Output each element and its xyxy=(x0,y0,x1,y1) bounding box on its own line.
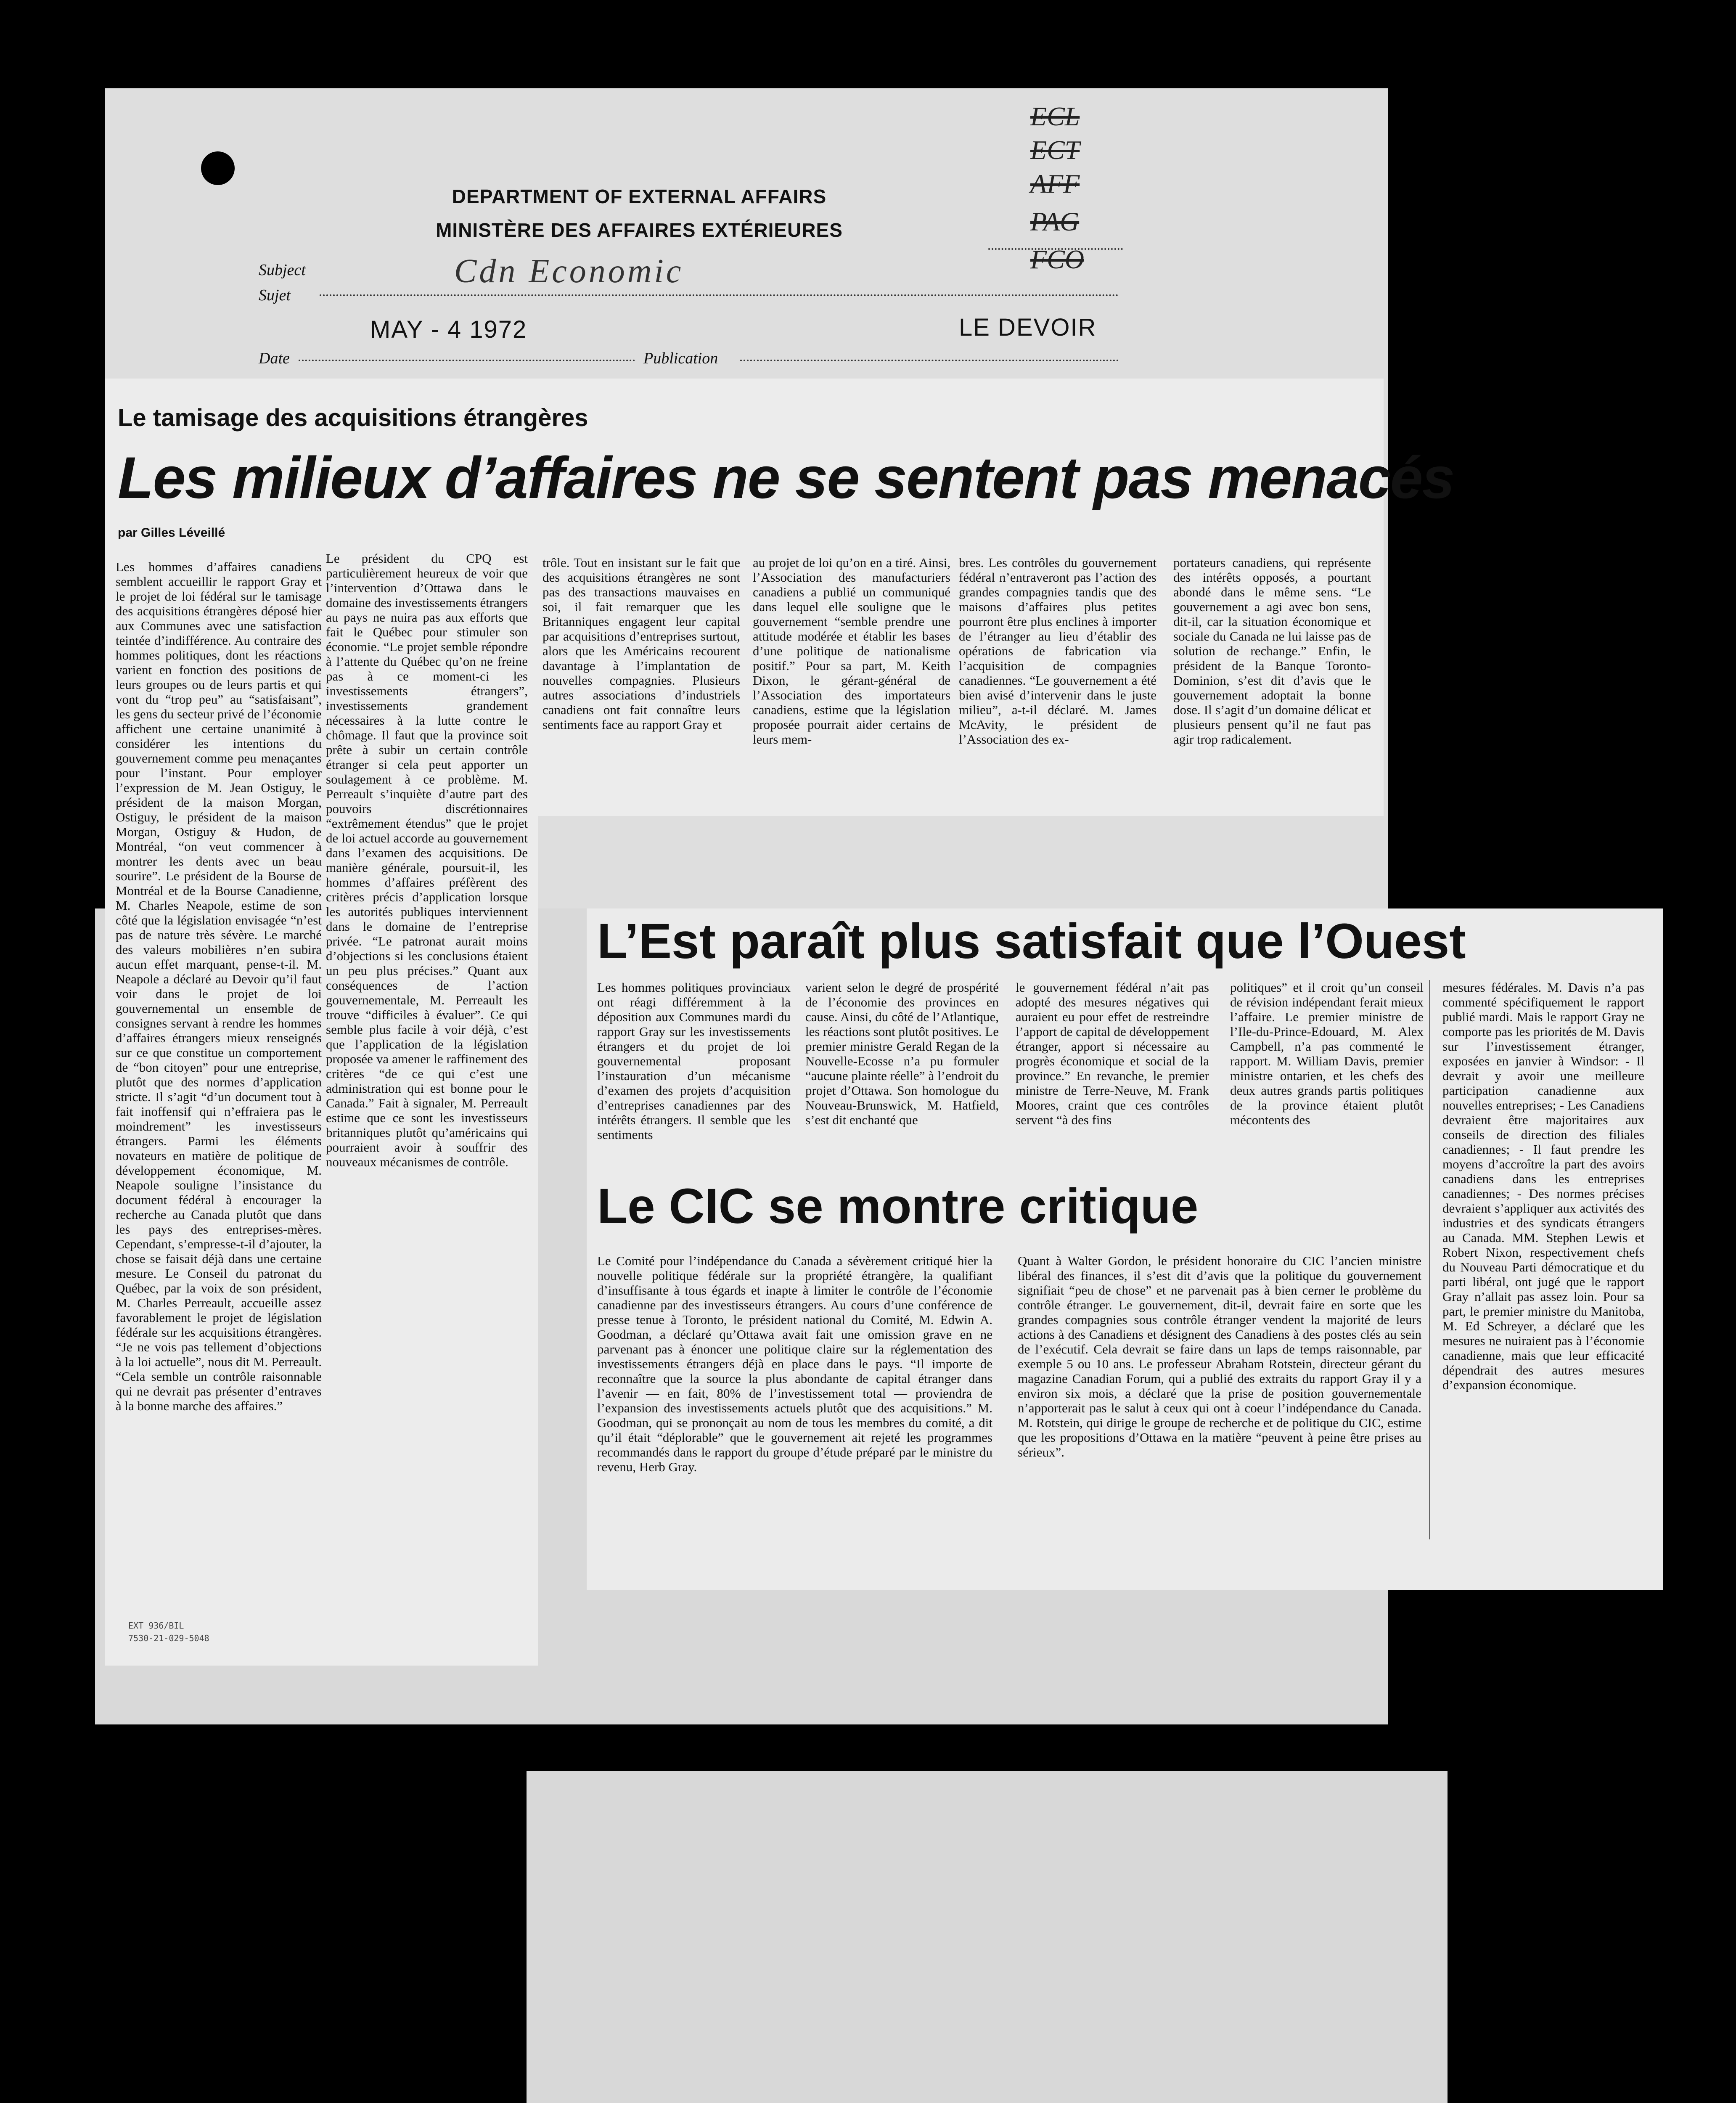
article-1-headline: Les milieux d’affaires ne se sentent pas menacés xyxy=(118,445,1454,511)
subject-handwritten: Cdn Economic xyxy=(454,253,684,290)
publication-stamp: LE DEVOIR xyxy=(959,314,1097,341)
article-1-kicker: Le tamisage des acquisitions étrangères xyxy=(118,404,588,432)
publication-label: Publication xyxy=(643,350,718,367)
punch-hole xyxy=(201,151,235,185)
article-1-column-2: Le président du CPQ est particulièrement heureux de voir que l’intervention d’Ottawa dans le domaine des investissements étrangers au pays ne nuira pas aux efforts que fait le Québec pour stimuler son économie. “Le projet semble répondre à l’attente du Québec qu’on ne freine pas à ce moment-ci les investissements étrangers”, investissements grandement nécessaires à la lutte contre le chômage. Il faut que la province soit prête à subir un certain contrôle étranger si cela peut apporter un soulagement à ce problème. M. Perreault s’inquiète d’autre part des pouvoirs discrétionnaires “extrêmement étendus” que le projet de loi actuel accorde au gouvernement dans l’examen des acquisitions. De manière générale, poursuit-il, les hommes d’affaires préfèrent des critères précis d’application lorsque les autorités publiques interviennent dans le domaine de l’entreprise privée. “Le patronat aurait moins d’objections si les conclusions étaient un peu plus précises.” Quant aux conséquences de l’action gouvernementale, M. Perreault les trouve “difficiles à évaluer”. Ce qui semble plus facile à voir déjà, c’est que l’application de la législation proposée va amener le raffinement des critères “de ce qui c’est une administration qui est bonne pour le Canada.” Fait à signaler, M. Perreault estime que ce sont les investisseurs britanniques plutôt qu’américains qui pourraient avoir à souffrir des nouveaux mécanismes de contrôle. xyxy=(326,551,528,1169)
subject-dotted-line xyxy=(320,294,1119,296)
article-2-column-5: mesures fédérales. M. Davis n’a pas commenté spécifiquement le rapport publié mardi. Mais le rapport Gray ne comporte pas les priorités de M. Davis sur l’investissement étranger, exposées en janvier à Windsor: - Il devrait y avoir une meilleure participation canadienne aux nouvelles entreprises; - Les Canadiens devraient être majoritaires aux conseils de direction des filiales canadiennes; - Il faut prendre les moyens d’accroître la part des avoirs canadiens dans les entreprises canadiennes; - Des normes précises devraient s’appliquer aux activités des industries et des syndicats étrangers au Canada. MM. Stephen Lewis et Robert Nixon, respectivement chefs du Nouveau Parti démocratique et du parti libéral, ont jugé que le rapport Gray n’allait pas assez loin. Pour sa part, le premier ministre du Manitoba, M. Ed Schreyer, a déclaré que les mesures ne nuiraient pas à l’économie canadienne, mais que leur efficacité dépendrait des autres mesures d’expansion économique. xyxy=(1442,980,1644,1392)
article-1-column-1: Les hommes d’affaires canadiens semblent accueillir le rapport Gray et le projet de loi fédéral sur le tamisage des acquisitions étrangères déposé hier aux Communes avec une satisfaction teintée d’indifférence. Au contraire des hommes politiques, dont les réactions varient en fonction des positions de leurs groupes ou de leurs partis et qui vont du “trop peu” au “satisfaisant”, les gens du secteur privé de l’économie affichent une certaine unanimité à considérer les intentions du gouvernement comme peu menaçantes pour l’instant. Pour employer l’expression de M. Jean Ostiguy, le président de la maison Morgan, Ostiguy, le président de la maison Morgan, Ostiguy & Hudon, de Montréal, “on veut commencer à montrer les dents avec un beau sourire”. Le président de la Bourse de Montréal et de la Bourse Canadienne, M. Charles Neapole, estime de son côté que la législation envisagée “n’est pas de nature très sévère. Le marché des valeurs mobilières n’en subira aucun effet marquant, pense-t-il. M. Neapole a déclaré au Devoir qu’il faut voir dans le projet de loi gouvernemental un ensemble de consignes servant à rendre les hommes d’affaires étrangers mieux renseignés sur ce que constitue un comportement de “bon citoyen” pour une entreprise, plutôt que des normes d’application stricte. Il s’agit “d’un document tout à fait inoffensif qui n’effraiera pas le moindrement” les investisseurs étrangers. Parmi les éléments novateurs en matière de politique de développement économique, M. Neapole souligne l’insistance du document fédéral à encourager la recherche au Canada plutôt que dans les pays des entreprises-mères. Cependant, s’empresse-t-il d’ajouter, la chose se faisait déjà dans une certaine mesure. Le Conseil du patronat du Québec, par la voix de son président, M. Charles Perreault, accueille assez favorablement le projet de législation fédérale sur les acquisitions étrangères. “Je ne vois pas tellement d’objections à la loi actuelle”, nous dit M. Perreault. “Cela semble un contrôle raisonnable qui ne devrait pas présenter d’entraves à la bonne marche des affaires.” xyxy=(116,559,322,1413)
article-2-column-1: Les hommes politiques provinciaux ont réagi différemment à la déposition aux Communes mardi du rapport Gray sur les investissements étrangers et du projet de loi gouvernemental proposant l’instauration d’un mécanisme d’examen des projets d’acquisition d’entreprises canadiennes par des intérêts étrangers. Il semble que les sentiments xyxy=(597,980,791,1142)
subject-label-en: Subject xyxy=(259,261,306,279)
routing-mark-3: AFF xyxy=(1030,169,1080,199)
article-2-column-3: le gouvernement fédéral n’ait pas adopté des mesures négatives qui auraient eu pour effet de restreindre l’apport de capital de développement étranger, apport si nécessaire au progrès économique et social de la province.” En revanche, le premier ministre de Terre-Neuve, M. Frank Moores, craint que ces contrôles servent “à des fins xyxy=(1016,980,1209,1127)
form-code-2: 7530-21-029-5048 xyxy=(128,1633,209,1643)
article-1-byline: par Gilles Léveillé xyxy=(118,526,225,540)
routing-mark-2: ECT xyxy=(1030,135,1080,165)
form-code-1: EXT 936/BIL xyxy=(128,1621,184,1631)
article-3-column-2: Quant à Walter Gordon, le président honoraire du CIC l’ancien ministre libéral des finances, il s’est dit d’avis que la politique du gouvernement signifiait “peu de chose” et ne parvenait pas à bien cerner le problème du contrôle étranger. Le gouvernement, dit-il, devrait faire en sorte que les grandes compagnies sous contrôle étranger vendent la majorité de leurs actions à des Canadiens et désignent des Canadiens à des postes clés au sein de l’exécutif. Cela devrait se faire dans un laps de temps raisonnable, par exemple 5 ou 10 ans. Le professeur Abraham Rotstein, directeur gérant du magazine Canadian Forum, qui a publié des extraits du rapport Gray il y a environ six mois, a déclaré que la prise de position gouvernementale n’apporterait pas le salut à ceux qui ont à coeur l’indépendance du Canada. M. Rotstein, qui dirige le groupe de recherche et de politique du CIC, estime que les propositions d’Ottawa en la matière “peuvent à peine être prises au sérieux”. xyxy=(1018,1253,1421,1459)
routing-mark-5: FCO xyxy=(1030,244,1084,274)
article-2-headline: L’Est paraît plus satisfait que l’Ouest xyxy=(597,914,1466,969)
attached-slip xyxy=(527,1771,1448,2103)
column-rule xyxy=(1429,980,1430,1539)
article-3-column-1: Le Comité pour l’indépendance du Canada a sévèrement critiqué hier la nouvelle politique fédérale sur la propriété étrangère, la qualifiant d’insuffisante à tous égards et inapte à limiter le contrôle de l’économie canadienne par des investisseurs étrangers. Au cours d’une conférence de presse tenue à Toronto, le président national du Comité, M. Edwin A. Goodman, a déclaré qu’Ottawa avait fait une omission grave en ne parvenant pas à énoncer une politique claire sur la réglementation des investissements étrangers déjà en place dans le pays. “Il importe de reconnaître que la source la plus abondante de capital étranger dans l’avenir — en fait, 80% de l’investissement total — proviendra de l’expansion des investissements actuels plutôt que des acquisitions.” M. Goodman, qui se prononçait au nom de tous les membres du comité, a dit qu’il était “déplorable” que le gouvernement ait rejeté les programmes recommandés dans le rapport du groupe d’étude préparé par le ministre du revenu, Herb Gray. xyxy=(597,1253,992,1474)
article-2-column-2: varient selon le degré de prospérité de l’économie des provinces en cause. Ainsi, du côté de l’Atlantique, les réactions sont plutôt positives. Le premier ministre Gerald Regan de la Nouvelle-Ecosse n’a pu formuler “aucune plainte réelle” à l’endroit du projet d’Ottawa. Son homologue du Nouveau-Brunswick, M. Hatfield, s’est dit enchanté que xyxy=(805,980,999,1127)
date-dotted-line xyxy=(299,360,635,361)
date-label: Date xyxy=(259,350,290,367)
routing-mark-4: PAG xyxy=(1030,207,1080,236)
article-1-column-5: bres. Les contrôles du gouvernement fédéral n’entraveront pas l’action des grandes compagnies tandis que des maisons d’affaires plus petites pourront être plus enclines à importer de l’étranger au lieu d’établir des opérations de fabrication via l’acquisition de compagnies canadiennes. “Le gouvernement a été bien avisé d’intervenir dans le juste milieu”, a-t-il déclaré. M. James McAvity, le président de l’Association des ex- xyxy=(959,555,1156,747)
article-2-column-4: politiques” et il croit qu’un conseil de révision indépendant ferait mieux l’affaire. Le premier ministre de l’Ile-du-Prince-Edouard, M. Alex Campbell, n’a pas commenté le rapport. M. William Davis, premier ministre ontarien, et les chefs des deux autres grands partis politiques de la province étaient plutôt mécontents des xyxy=(1230,980,1424,1127)
publication-dotted-line xyxy=(740,360,1119,361)
subject-label-fr: Sujet xyxy=(259,286,291,304)
article-1-column-3: trôle. Tout en insistant sur le fait que des acquisitions étrangères ne sont pas des transactions mauvaises en soi, il fait remarquer que les Britanniques engagent leur capital par acquisitions d’entreprises surtout, alors que les Américains recourent davantage à l’implantation de nouvelles compagnies. Plusieurs autres associations d’industriels canadiens ont fait connaître leurs sentiments face au rapport Gray et xyxy=(542,555,740,732)
department-name-fr: MINISTÈRE DES AFFAIRES EXTÉRIEURES xyxy=(436,219,843,241)
article-1-column-4: au projet de loi qu’on en a tiré. Ainsi, l’Association des manufacturiers canadiens a publié un communiqué dans lequel elle souligne que le gouvernement “semble prendre une attitude modérée et établir les bases d’une politique de nationalisme positif.” Pour sa part, M. Keith Dixon, le gérant-général de l’Association des importateurs canadiens, estime que la législation proposée pourrait aider certains de leurs mem- xyxy=(753,555,950,747)
routing-dotted-line xyxy=(988,248,1123,250)
article-3-headline: Le CIC se montre critique xyxy=(597,1179,1199,1234)
date-stamp: MAY - 4 1972 xyxy=(370,316,527,343)
article-1-column-6: portateurs canadiens, qui représente des intérêts opposés, a pourtant abondé dans le même sens. “Le gouvernement a agi avec bon sens, dit-il, car la situation économique et sociale du Canada ne lui laisse pas de solution de rechange.” Enfin, le président de la Banque Toronto-Dominion, s’est dit d’avis que le gouvernement adoptait la bonne dose. Il s’agit d’un domaine délicat et plusieurs pensent qu’il ne faut pas agir trop radicalement. xyxy=(1173,555,1371,747)
routing-mark-1: ECL xyxy=(1030,101,1080,131)
department-name-en: DEPARTMENT OF EXTERNAL AFFAIRS xyxy=(452,185,827,207)
